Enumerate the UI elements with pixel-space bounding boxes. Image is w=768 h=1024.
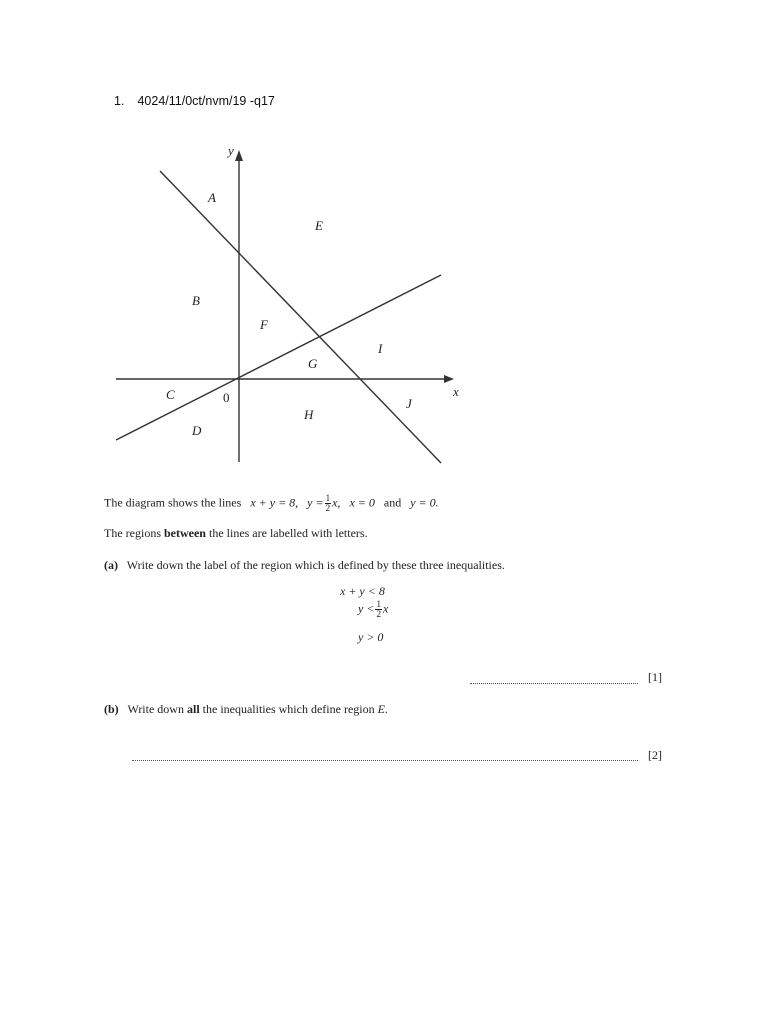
region-label-i: I [378, 341, 383, 356]
region-label-e: E [315, 218, 323, 233]
equation-y-zero: y = 0. [410, 495, 439, 510]
x-axis-arrow [444, 375, 454, 383]
part-a-text: Write down the label of the region which is defined by these three inequalities. [126, 558, 505, 572]
part-b-question [104, 702, 388, 717]
marks-a: [1] [648, 670, 662, 684]
part-b-region: E. [377, 702, 388, 716]
region-label-g: G [308, 356, 318, 371]
regions-text-post: the lines are labelled with letters. [208, 526, 368, 540]
inequality-3: y > 0 [358, 630, 384, 644]
regions-statement [104, 526, 368, 541]
fraction-numerator: 1 [376, 599, 381, 609]
regions-text-pre: The regions [104, 526, 161, 540]
equation-x-zero: x = 0 [349, 495, 375, 510]
region-label-f: F [260, 317, 268, 332]
fraction-denominator: 2 [376, 609, 381, 619]
region-label-d: D [192, 423, 202, 438]
marks-b: [2] [648, 748, 662, 762]
equation-y-half-lhs: y = [307, 495, 324, 510]
region-label-b: B [192, 293, 200, 308]
inequality-2 [358, 600, 388, 619]
inequality-2-lhs: y < [358, 601, 375, 616]
region-label-h: H [304, 407, 314, 422]
y-axis-arrow [235, 150, 243, 161]
fraction-denominator: 2 [325, 503, 331, 513]
region-label-a: A [208, 190, 216, 205]
part-a-question [104, 558, 505, 573]
axis-label-y: y [228, 143, 234, 158]
part-b-text-bold: all [186, 702, 200, 716]
fraction-numerator: 1 [325, 493, 331, 503]
axis-label-x: x [453, 384, 459, 399]
equation-y-half-rhs: x, [332, 495, 341, 510]
part-a-label: (a) [104, 558, 118, 572]
inequality-2-fraction [375, 600, 382, 619]
answer-line-a[interactable] [470, 683, 638, 684]
line-x-plus-y-8 [160, 171, 441, 463]
part-b-text-pre: Write down [127, 702, 184, 716]
part-b-label: (b) [104, 702, 119, 716]
region-label-j: J [406, 396, 412, 411]
region-label-c: C [166, 387, 175, 402]
equation-x-plus-y: x + y = 8, [250, 495, 299, 510]
question-code: 4024/11/0ct/nvm/19 -q17 [137, 94, 275, 108]
inequality-2-rhs: x [382, 601, 389, 616]
question-number: 1. [114, 94, 125, 108]
origin-label: 0 [223, 390, 230, 405]
regions-text-bold: between [163, 526, 206, 540]
part-b-text-post: the inequalities which define region [202, 702, 375, 716]
question-header [114, 94, 275, 108]
lines-intro-text: The diagram shows the lines [104, 495, 242, 510]
inequality-1: x + y < 8 [340, 584, 385, 598]
and-word: and [383, 495, 402, 510]
region-diagram [108, 140, 468, 470]
lines-statement [104, 494, 439, 513]
fraction-half [325, 494, 332, 513]
answer-line-b[interactable] [132, 760, 638, 761]
line-y-half-x [116, 275, 441, 440]
